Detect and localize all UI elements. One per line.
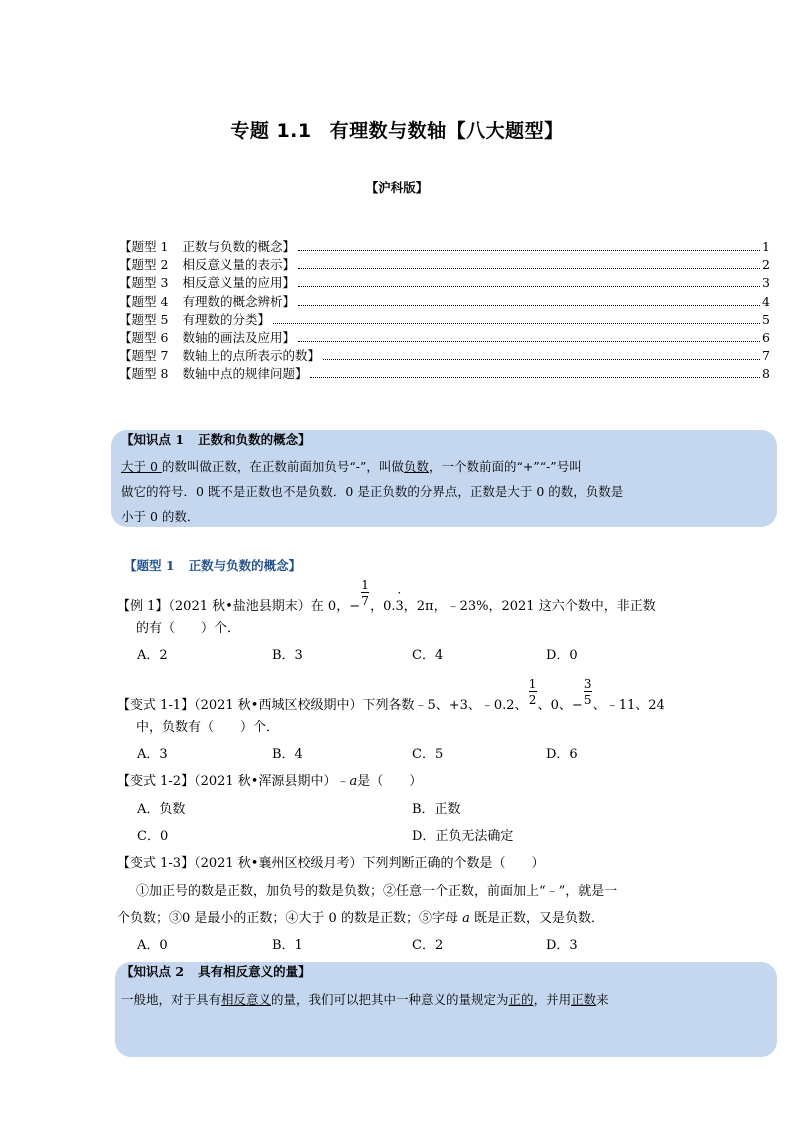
toc-page: 7 bbox=[762, 348, 770, 364]
toc-item[interactable]: 【题型 7 数轴上的点所表示的数】 7 bbox=[119, 348, 770, 364]
example-1-question: 【例 1】（2021 秋•盐池县期末）在 0，− $\frac{1}{7}$ ，0.· 3，2π，﹣23%，2021 这六个数中，非正数 bbox=[117, 592, 656, 616]
toc-item[interactable]: 【题型 6 数轴的画法及应用】 6 bbox=[119, 329, 770, 345]
toc-item[interactable]: 【题型 4 有理数的概念辨析】 4 bbox=[119, 293, 770, 309]
variant-1-1-question-line2: 中，负数有（ ）个． bbox=[136, 720, 280, 735]
toc-page: 6 bbox=[762, 329, 770, 345]
toc-page: 5 bbox=[762, 311, 770, 327]
section-heading: 【题型 1 正数与负数的概念】 bbox=[124, 558, 302, 573]
toc-item[interactable]: 【题型 3 相反意义量的应用】 3 bbox=[119, 275, 770, 291]
toc-item[interactable]: 【题型 2 相反意义量的表示】 2 bbox=[119, 257, 770, 273]
variant-1-1-question: 【变式 1-1】（2021 秋•西城区校级期中）下列各数﹣5、+3、﹣0.2、 $\frac{1}{2}$ 、0、− $\frac{3}{5}$ 、﹣11、24 bbox=[117, 677, 665, 713]
toc-page: 3 bbox=[762, 275, 770, 291]
option-a[interactable]: A．负数 bbox=[137, 802, 186, 817]
variant-1-2-question: 【变式 1-2】（2021 秋•浑源县期中）﹣a是（ ） bbox=[117, 774, 423, 789]
page-title bbox=[0, 116, 794, 143]
edition-label: 【沪科版】 bbox=[365, 180, 429, 195]
knowledge-text: 大于 0 的数叫做正数，在正数前面加负号“-”，叫做负数，一个数前面的“+”“-”号叫 做它的符号．0 既不是正数也不是负数．0 是正负数的分界点，正数是大于 0 的数，负数是 小于 0 的数． bbox=[121, 459, 624, 524]
option-b[interactable]: B．3 bbox=[272, 648, 303, 663]
title-text: 有理数与数轴【八大题型】 bbox=[329, 120, 564, 142]
knowledge-heading: 【知识点 2 具有相反意义的量】 bbox=[121, 964, 311, 979]
repeating-digit: · 3 bbox=[396, 598, 404, 616]
table-of-contents bbox=[119, 238, 770, 384]
option-a[interactable]: A．3 bbox=[137, 747, 168, 762]
toc-page: 4 bbox=[762, 293, 770, 309]
toc-item[interactable]: 【题型 1 正数与负数的概念】 1 bbox=[119, 239, 770, 254]
variant-1-3-statements-line2: 个负数；③0 是最小的正数；④大于 0 的数是正数；⑤字母 a 既是正数，又是负数． bbox=[117, 911, 604, 926]
example-1-question-line2: 的有（ ）个． bbox=[136, 621, 241, 636]
toc-page: 8 bbox=[762, 366, 770, 382]
option-b[interactable]: B．4 bbox=[272, 747, 303, 762]
knowledge-heading: 【知识点 1 正数和负数的概念】 bbox=[121, 432, 311, 447]
option-d[interactable]: D．3 bbox=[546, 938, 578, 953]
option-d[interactable]: D．正负无法确定 bbox=[412, 829, 514, 844]
fraction: $\frac{3}{5}$ bbox=[583, 677, 592, 707]
option-a[interactable]: A．2 bbox=[137, 648, 168, 663]
toc-item[interactable]: 【题型 5 有理数的分类】 5 bbox=[119, 311, 770, 327]
option-c[interactable]: C．5 bbox=[412, 747, 444, 762]
option-a[interactable]: A．0 bbox=[137, 938, 168, 953]
knowledge-box-2 bbox=[115, 962, 777, 1057]
toc-item[interactable]: 【题型 8 数轴中点的规律问题】 8 bbox=[119, 366, 770, 382]
toc-page: 2 bbox=[762, 257, 770, 273]
option-b[interactable]: B．正数 bbox=[412, 802, 461, 817]
option-b[interactable]: B．1 bbox=[272, 938, 303, 953]
option-d[interactable]: D．0 bbox=[546, 648, 578, 663]
option-c[interactable]: C．2 bbox=[412, 938, 444, 953]
variant-1-3-question: 【变式 1-3】（2021 秋•襄州区校级月考）下列判断正确的个数是（ ） bbox=[117, 856, 545, 871]
toc-page: 1 bbox=[762, 239, 770, 254]
option-c[interactable]: C．4 bbox=[412, 648, 444, 663]
knowledge-text: 一般地，对于具有相反意义的量，我们可以把其中一种意义的量规定为正的，并用正数来 bbox=[121, 992, 609, 1007]
fraction: $\frac{1}{7}$ bbox=[361, 578, 369, 608]
fraction: $\frac{1}{2}$ bbox=[528, 677, 537, 707]
knowledge-box-1 bbox=[111, 430, 777, 527]
option-c[interactable]: C．0 bbox=[137, 829, 169, 844]
option-d[interactable]: D．6 bbox=[546, 747, 578, 762]
title-number: 专题 1.1 bbox=[230, 120, 312, 142]
variant-1-3-statements: ①加正号的数是正数，加负号的数是负数；②任意一个正数，前面加上“﹣”，就是一 bbox=[136, 884, 618, 899]
